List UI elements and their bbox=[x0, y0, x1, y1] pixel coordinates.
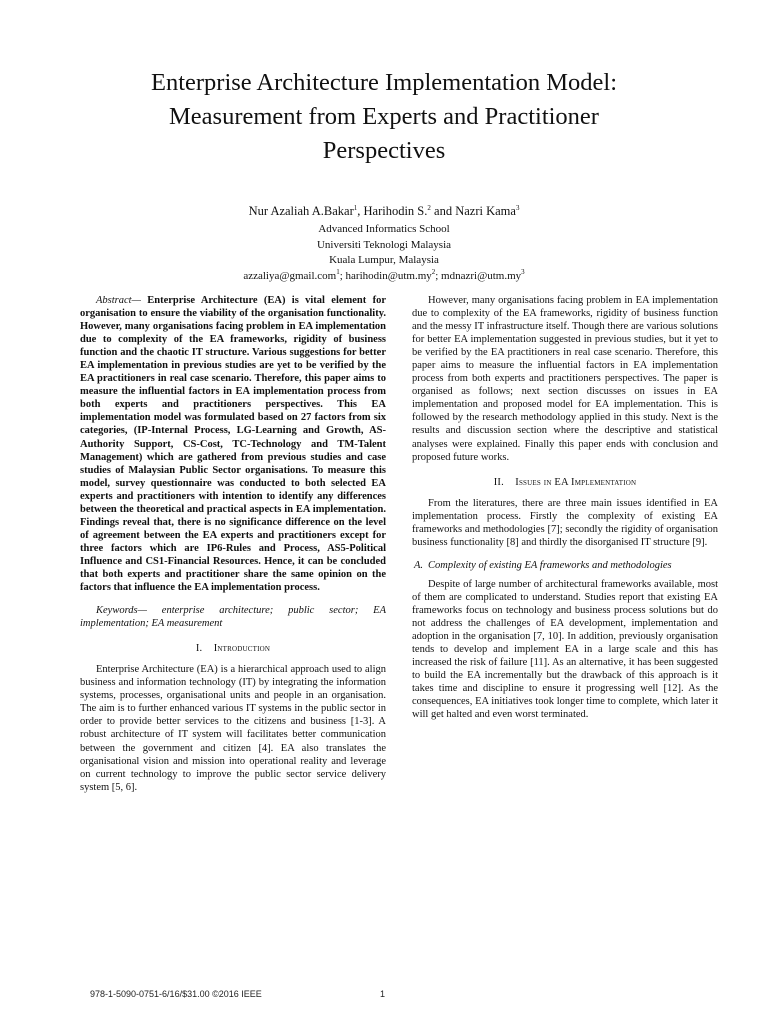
right-column bbox=[412, 294, 718, 721]
page-number: 1 bbox=[380, 989, 386, 999]
subsection-heading bbox=[412, 559, 718, 572]
section-title: Issues in EA Implementation bbox=[515, 476, 637, 488]
abstract bbox=[80, 294, 386, 594]
paragraph: Enterprise Architecture (EA) is a hierarchical approach used to align business and information technology (IT) by integrating the information systems, processes, organisational units and people in an organisation. The aim is to further enhanced various IT systems in the public sector in order to provide better services to the citizens and business [1-3]. A robust architecture of IT system will facilitates better communication between the government and citizen [4]. EA also translates the organisational vision and mission into operational reality and leverage on current technology to improve the public sector service delivery system [5, 6]. bbox=[80, 664, 386, 793]
section-title: Introduction bbox=[213, 643, 271, 655]
subsection-title: Complexity of existing EA frameworks and methodologies bbox=[428, 559, 672, 571]
affiliation-block bbox=[40, 222, 728, 284]
affiliation-school: Advanced Informatics School bbox=[318, 223, 450, 235]
email-link[interactable]: azzaliya@gmail.com bbox=[243, 269, 337, 282]
section-heading-introduction bbox=[80, 642, 386, 655]
paragraph: However, many organisations facing problem in EA implementation due to complexity of the EA frameworks, rigidity of business function and the messy IT infrastructure itself. Though there are various solutions for better EA implementation suggested in previous studies, but it yet to be verified by the EA practitioners in real case scenario. Therefore, this paper aims to measure the influential factors in EA implementation process from both experts and practitioners perspectives. The paper is organised as follows; next section discusses on issues in EA implementation and proposed model for EA implementation. This is followed by the research methodology applied in this study. Next is the results and discussion section where the descriptive and statistical analyses were explained. Finally this paper ends with conclusion and proposed future works. bbox=[412, 295, 718, 463]
email-marker: 1 bbox=[336, 267, 340, 276]
author-marker: 2 bbox=[427, 204, 431, 212]
email-link[interactable]: ; harihodin@utm.my bbox=[339, 269, 432, 282]
author-marker: 1 bbox=[353, 204, 358, 212]
footer-copyright: 978-1-5090-0751-6/16/$31.00 ©2016 IEEE bbox=[90, 989, 262, 999]
author-marker: 3 bbox=[515, 204, 520, 212]
email-marker: 2 bbox=[431, 267, 436, 276]
email-marker: 3 bbox=[521, 267, 525, 276]
title-line: Measurement from Experts and Practitioner bbox=[169, 103, 599, 130]
paragraph: From the literatures, there are three main issues identified in EA implementation process. Firstly the complexity of existing EA frameworks and methodologies [7]; secondly the rigidity of organisation business functionality [8] and thirdly the disorganised IT structure [9]. bbox=[412, 497, 718, 548]
section-number: I. bbox=[195, 643, 203, 655]
left-column bbox=[80, 294, 386, 794]
author-separator: , bbox=[357, 204, 364, 218]
subsection-number: A. bbox=[414, 559, 424, 571]
affiliation-city: Kuala Lumpur, Malaysia bbox=[329, 254, 439, 266]
author-separator: and bbox=[430, 204, 456, 218]
author-name: Harihodin S. bbox=[363, 204, 428, 218]
email-link[interactable]: ; mdnazri@utm.my bbox=[435, 269, 522, 282]
abstract-lead: Abstract— bbox=[96, 295, 141, 306]
paper-title bbox=[40, 66, 728, 168]
author-list bbox=[40, 204, 728, 219]
author-name: Nazri Kama bbox=[455, 204, 516, 218]
paragraph: Despite of large number of architectural frameworks available, most of them are complicated to understand. Studies report that existing EA frameworks focus on technology and business process solutions but do not address the challenges of EA development, implementation and adoption in the organisation [7, 10]. In addition, previously organisation tends to develop and implement EA in a large scale and this has increased the risk of failure [11]. As an alternative, it has been suggested to build the EA incrementally but the drawback of this approach is it takes time and discipline to ensure it progressing well [12]. As the consequences, EA initiatives took longer time to complete, which later it will get halted and even worst terminated. bbox=[412, 578, 718, 721]
keywords: Keywords— enterprise architecture; public sector; EA implementation; EA measurement bbox=[80, 605, 386, 630]
title-line: Enterprise Architecture Implementation Model: bbox=[150, 69, 618, 96]
section-heading-issues bbox=[412, 476, 718, 489]
abstract-text: Enterprise Architecture (EA) is vital element for organisation to ensure the viability of the organisation functionality. However, many organisations facing problem in EA implementation due to complexity of the EA frameworks, rigidity of business function and the chaotic IT structure. Various suggestions for better EA implementation in previous studies are yet to be verified by the EA practitioners in real case scenario. Therefore, this paper aims to measure the influential factors in EA implementation process from both experts and practitioners perspectives. This EA implementation model was formulated based on 27 factors from six categories, (IP-Internal Process, LG-Learning and Growth, AS-Authority Support, CS-Cost, TC-Technology and TM-Talent Management) which are gathered from previous studies and case studies of Malaysian Public Sector organisations. To measure this model, survey questionnaire was conducted to both selected EA experts and practitioners with intention to identify any differences between the theoretical and practical aspects in EA implementation. Findings reveal that, there is no significance difference on the level of agreement between the EA experts and practitioners except for three factors which are IP6-Rules and Process, AS5-Political Influence and CS1-Financial Resources. Hence, it can be concluded that both experts and practitioner share the same opinion on the factors that influence the EA implementation process. bbox=[80, 295, 386, 594]
author-name: Nur Azaliah A.Bakar bbox=[248, 204, 354, 218]
title-line: Perspectives bbox=[322, 137, 446, 164]
affiliation-university: Universiti Teknologi Malaysia bbox=[316, 238, 452, 251]
author-emails bbox=[40, 269, 728, 285]
section-number: II. bbox=[493, 476, 504, 488]
